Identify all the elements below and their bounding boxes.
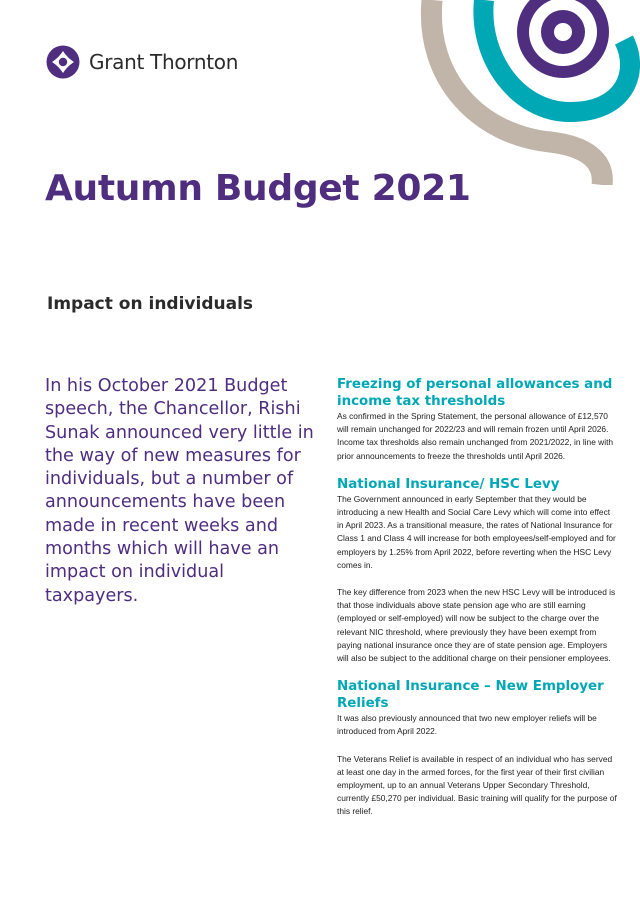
section-paragraph: The Veterans Relief is available in respect of an individual who has served at least one day in the armed forces, for the first year of their first civilian employment, up to an annual Veterans Upper Secondary Threshold, currently £50,270 per individual. Basic training will qualify for the purpose of this relief.: [337, 753, 617, 817]
intro-paragraph: In his October 2021 Budget speech, the Chancellor, Rishi Sunak announced very little in the way of new measures for individuals, but a number of announcements have been made in recent weeks and months which will have an impact on individual taxpayers.: [45, 376, 314, 606]
grant-thornton-logo-icon: [46, 45, 80, 79]
section-heading: Freezing of personal allowances and income tax thresholds: [337, 377, 613, 409]
brand-rings-graphic: [420, 0, 640, 185]
section-paragraph: It was also previously announced that two new employer reliefs will be introduced from April 2022.: [337, 713, 597, 737]
brand-name: Grant Thornton: [89, 50, 239, 74]
section-heading: National Insurance – New Employer Reliefs: [337, 679, 604, 712]
section-employer-reliefs: [337, 678, 617, 818]
section-paragraph: As confirmed in the Spring Statement, the personal allowance of £12,570 will remain unchanged for 2022/23 and will remain frozen until April 2026. Income tax thresholds also remain unchanged from 2021/2022, in line with prior announcements to freeze the thresholds until April 2026.: [337, 411, 614, 461]
section-heading: National Insurance/ HSC Levy: [337, 476, 560, 492]
page-subtitle: Impact on individuals: [47, 294, 254, 314]
brand-logo: [46, 45, 238, 79]
content-column: [337, 376, 617, 819]
section-paragraph: The Government announced in early September that they would be introducing a new Health and Social Care Levy which will come into effect in April 2023. As a transitional measure, the rates of National Insurance for Class 1 and Class 4 will increase for both employees/self-employed and for employers by 1.25% from April 2022, before reverting when the HSC Levy comes in.: [337, 493, 616, 570]
purple-ring-center: [554, 23, 572, 41]
section-paragraph: The key difference from 2023 when the new HSC Levy will be introduced is that those individuals above state pension age who are still earning (employed or self-employed) will now be subject to the charge over the relevant NIC threshold, where previously they have been exempt from paying national insurance once they are of state pension age. Employers will also be subject to the additional charge on their pensioner employees.: [337, 587, 616, 664]
section-ni-hsc-levy: [337, 476, 617, 665]
page-title: Autumn Budget 2021: [45, 168, 471, 209]
section-allowances: [337, 376, 617, 463]
